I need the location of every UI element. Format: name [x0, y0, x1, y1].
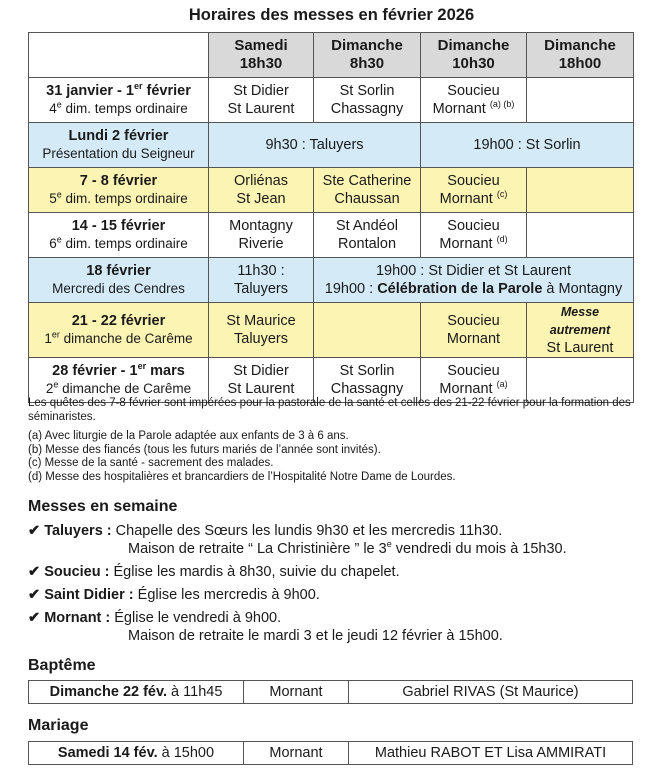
list-item: ✔ Saint Didier : Église les mercredis à 9h00. — [28, 587, 320, 603]
bapteme-heading: Baptême — [28, 657, 96, 674]
header-sun-1030: Dimanche 10h30 — [421, 33, 527, 78]
header-sun-0830: Dimanche 8h30 — [314, 33, 421, 78]
check-icon: ✔ — [28, 564, 41, 580]
date-cell: 31 janvier - 1er février 4e dim. temps ordinaire — [29, 78, 209, 123]
table-row — [29, 681, 633, 704]
cell: Soucieu Mornant $^{(a)}$ — [421, 358, 527, 403]
list-item: ✔ Mornant : Église le vendredi à 9h00. Maison de retraite le mardi 3 et le jeudi 12 février à 15h00. — [28, 610, 503, 644]
date-cell: 21 - 22 février 1er dimanche de Carême — [29, 303, 209, 358]
cell: Dimanche 22 fév. à 11h45 — [29, 681, 244, 704]
header-sat-1830: Samedi 18h30 — [209, 33, 314, 78]
cell: Soucieu Mornant $^{(d)}$ — [421, 213, 527, 258]
cell — [527, 78, 634, 123]
date-cell: 14 - 15 février 6e dim. temps ordinaire — [29, 213, 209, 258]
date-cell: 18 février Mercredi des Cendres — [29, 258, 209, 303]
cell: 11h30 : Taluyers — [209, 258, 314, 303]
cell: St Didier St Laurent — [209, 78, 314, 123]
cell: St Didier St Laurent — [209, 358, 314, 403]
check-icon: ✔ — [28, 610, 41, 626]
page-title: Horaires des messes en février 2026 — [188, 6, 475, 24]
footnote-b: (b) Messe des fiancés (tous les futurs mariés de l’année sont invités). — [28, 443, 381, 456]
footnotes — [28, 397, 638, 484]
header-sun-1800: Dimanche 18h00 — [527, 33, 634, 78]
table-row — [29, 78, 634, 123]
cell: Soucieu Mornant $^{(c)}$ — [421, 168, 527, 213]
cell: Gabriel RIVAS (St Maurice) — [349, 681, 633, 704]
table-row — [29, 213, 634, 258]
date-cell: Lundi 2 février Présentation du Seigneur — [29, 123, 209, 168]
table-row — [29, 742, 633, 765]
footnote-a: (a) Avec liturgie de la Parole adaptée aux enfants de 3 à 6 ans. — [28, 430, 349, 442]
footnote-c: (c) Messe de la santé - sacrement des malades. — [28, 457, 274, 469]
date-cell: 28 février - 1er mars 2e dimanche de Carême — [29, 358, 209, 403]
cell — [527, 168, 634, 213]
list-item: ✔ Taluyers : Chapelle des Sœurs les lundis 9h30 et les mercredis 11h30. Maison de retraite “ La Christinière ” le 3e vendredi du mois à 15h30. — [28, 523, 567, 557]
mariage-table — [28, 741, 633, 765]
cell — [527, 213, 634, 258]
cell — [527, 358, 634, 403]
cell: Soucieu Mornant $^{(a) (b)}$ — [421, 78, 527, 123]
footnote-d: (d) Messe des hospitalières et brancardiers de l’Hospitalité Notre Dame de Lourdes. — [28, 470, 456, 483]
cell — [314, 303, 421, 358]
table-row — [29, 168, 634, 213]
cell: Mornant — [244, 681, 349, 704]
header-empty — [29, 33, 209, 78]
cell: Mathieu RABOT ET Lisa AMMIRATI — [349, 742, 633, 765]
check-icon: ✔ — [28, 587, 41, 603]
cell: 9h30 : Taluyers — [209, 123, 421, 168]
collection-note: Les quêtes des 7-8 février sont impérées pour la pastorale de la santé et celles des 21-22 février pour la formation des séminaristes. — [28, 397, 631, 423]
cell: Soucieu Mornant — [421, 303, 527, 358]
list-item: ✔ Soucieu : Église les mardis à 8h30, suivie du chapelet. — [28, 564, 400, 580]
table-row — [29, 258, 634, 303]
bapteme-table — [28, 680, 633, 704]
mass-schedule-table — [28, 32, 634, 403]
cell: 19h00 : St Didier et St Laurent 19h00 : Célébration de la Parole à Montagny — [314, 258, 634, 303]
cell: St Maurice Taluyers — [209, 303, 314, 358]
cell: St Sorlin Chassagny — [314, 78, 421, 123]
cell: Mornant — [244, 742, 349, 765]
cell: Messe autrement St Laurent — [527, 303, 634, 358]
date-cell: 7 - 8 février 5e dim. temps ordinaire — [29, 168, 209, 213]
table-row — [29, 303, 634, 358]
header-row — [29, 33, 634, 78]
check-icon: ✔ — [28, 523, 41, 539]
weekday-masses — [28, 522, 648, 650]
table-row — [29, 123, 634, 168]
cell: St Andéol Rontalon — [314, 213, 421, 258]
table-row — [29, 358, 634, 403]
cell: 19h00 : St Sorlin — [421, 123, 634, 168]
cell: Ste Catherine Chaussan — [314, 168, 421, 213]
cell: St Sorlin Chassagny — [314, 358, 421, 403]
cell: Orliénas St Jean — [209, 168, 314, 213]
weekday-heading: Messes en semaine — [28, 498, 178, 515]
cell: Samedi 14 fév. à 15h00 — [29, 742, 244, 765]
cell: Montagny Riverie — [209, 213, 314, 258]
mariage-heading: Mariage — [28, 717, 89, 734]
